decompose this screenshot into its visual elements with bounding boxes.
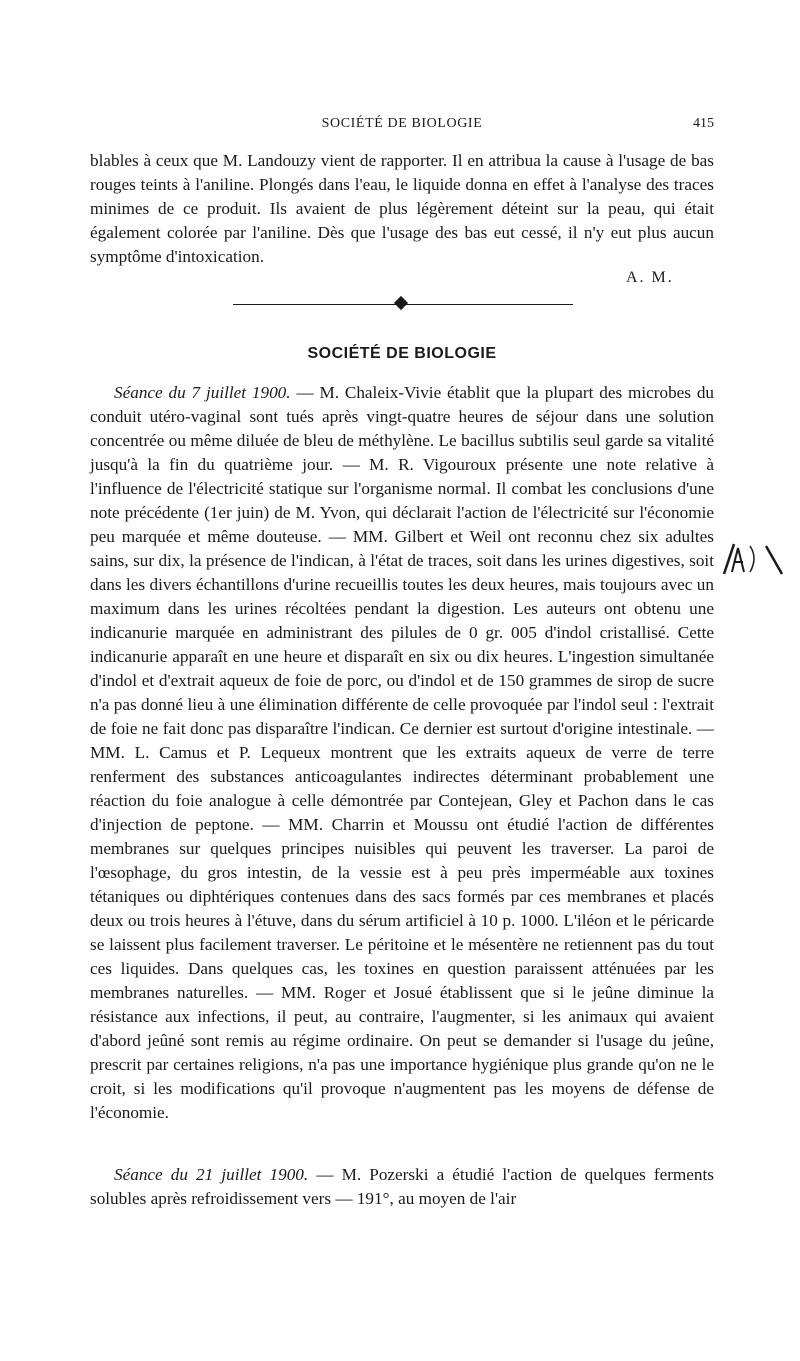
running-title: SOCIÉTÉ DE BIOLOGIE [321,116,483,131]
seance-2-label: Séance du 21 juillet 1900. [114,1165,309,1184]
seance-2-paragraph [90,1163,714,1211]
seance-1-text [90,381,714,1125]
page-number: 415 [693,116,714,131]
handwritten-margin-note [722,540,784,580]
seance-1-body: — M. Chaleix-Vivie établit que la plupart des microbes du conduit utéro-vaginal sont tués après vingt-quatre heures de séjour dans une solution concentrée ou même diluée de bleu de méthylène. Le bacillus subtilis seul garde sa vitalité jusqu'à la fin du quatrième jour. — M. R. Vigouroux présente une note relative à l'influence de l'électricité statique sur l'organisme normal. Il combat les conclusions d'une note précédente (1er juin) de M. Yvon, qui déclarait l'action de l'électricité sur l'économie peu marquée et même douteuse. — MM. Gilbert et Weil ont reconnu chez six adultes sains, sur dix, la présence de l'indican, à l'état de traces, soit dans les urines digestives, soit dans les divers échantillons d'urine recueillis toutes les deux heures, mais toujours avec un maximum dans les urines récoltées pendant la digestion. Les auteurs ont obtenu une indicanurie marquée en administrant des pilules de 0 gr. 005 d'indol cristallisé. Cette indicanurie apparaît en une heure et disparaît en six ou dix heures. L'ingestion simultanée d'indol et d'extrait aqueux de foie de porc, ou d'indol et de 150 grammes de sirop de sucre n'a pas donné lieu à une élimination différente de celle provoquée par l'indol seul : l'extrait de foie ne fait donc pas disparaître l'indican. Ce dernier est surtout d'origine intestinale. — MM. L. Camus et P. Lequeux montrent que les extraits aqueux de verre de terre renferment des substances anticoagulantes indirectes déterminant probablement une réaction du foie analogue à celle démontrée par Contejean, Gley et Pachon dans le cas d'injection de peptone. — MM. Charrin et Moussu ont étudié l'action de différentes membranes sur quelques principes nuisibles qui peuvent les traverser. La paroi de l'œsophage, du gros intestin, de la vessie est à peu près imperméable aux toxines tétaniques ou diphtériques contenues dans des sacs formés par ces membranes et placés deux ou trois heures à l'étuve, dans du sérum artificiel à 10 p. 1000. L'iléon et le péricarde se laissent plus facilement traverser. Le péritoine et le mésentère ne retiennent pas du tout ces liquides. Dans quelques cas, les toxines en question paraissent atténuées par les membranes naturelles. — MM. Roger et Josué établissent que si le jeûne diminue la résistance aux infections, il peut, au contraire, l'augmenter, si les animaux qui avaient d'abord jeûné sont remis au régime ordinaire. On peut se demander si l'usage du jeûne, prescrit par certaines religions, n'a pas une importance hygiénique plus grande qu'on ne le croit, si les modifications qu'il provoque n'augmentent pas les moyens de défense de l'économie. [90,383,715,1122]
intro-paragraph [90,149,714,269]
signature: A. M. [626,269,674,286]
intro-text: blables à ceux que M. Landouzy vient de rapporter. Il en attribua la cause à l'usage de bas rouges teints à l'aniline. Plongés dans l'eau, le liquide donna en effet à l'analyse des traces minimes de ce produit. Ils avaient de plus légèrement déteint sur la peau, qui était également colorée par l'aniline. Dès que l'usage des bas eut cessé, il n'y eut plus aucun symptôme d'intoxication. [90,151,714,266]
divider-ornament-icon [394,296,408,310]
seance-1-paragraph [90,381,714,1125]
seance-1-label: Séance du 7 juillet 1900. [114,383,291,402]
running-header [90,116,714,138]
handwritten-mark-icon [722,540,784,580]
seance-2-text [90,1163,714,1211]
seance-2-body: — M. Pozerski a étudié l'action de quelques ferments solubles après refroidissement vers — 191°, au moyen de l'air [90,1165,714,1208]
section-title: SOCIÉTÉ DE BIOLOGIE [307,345,497,362]
